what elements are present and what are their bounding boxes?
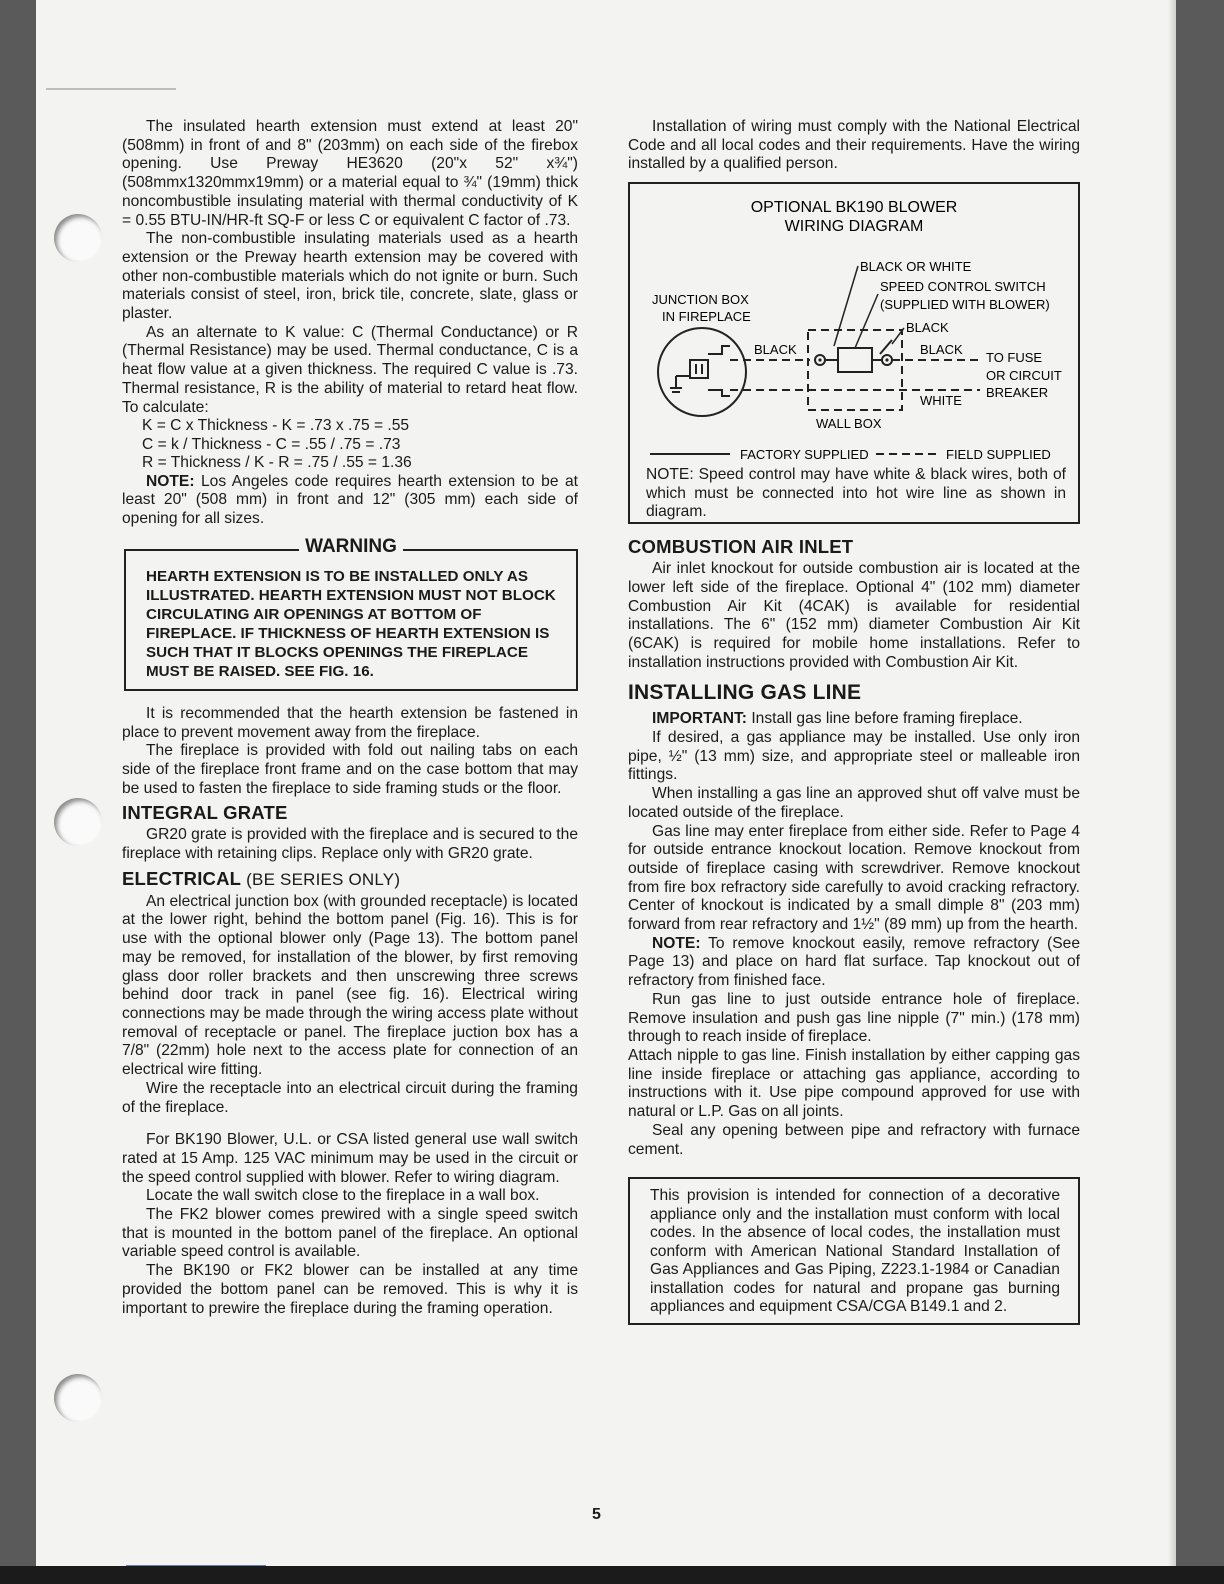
heading-combustion-air-inlet: COMBUSTION AIR INLET <box>628 536 854 558</box>
gas-paragraph-5: Attach nipple to gas line. Finish installation by either capping gas line inside fireplace or attaching gas appliance, according to instructions with it. Use pipe compound approved for use with natural or L.P. Gas on all joints. <box>628 1046 1080 1121</box>
heading-integral-grate: INTEGRAL GRATE <box>122 802 288 824</box>
important-label: IMPORTANT: <box>652 710 747 728</box>
grate-paragraph: GR20 grate is provided with the fireplace and is secured to the fireplace with retaining clips. Replace only with GR20 grate. <box>122 826 578 863</box>
warning-text: HEARTH EXTENSION IS TO BE INSTALLED ONLY AS ILLUSTRATED. HEARTH EXTENSION MUST NOT BLOCK CIRCULATING AIR OPENINGS AT BOTTOM OF FIREPLACE. IF THICKNESS OF HEARTH EXTENSION IS SUCH THAT IT BLOCKS OPENINGS THE FIREPLACE MUST BE RAISED. SEE FIG. 16. <box>146 567 556 680</box>
document-page <box>36 0 1176 1566</box>
label-black-left: BLACK <box>754 342 797 358</box>
note-text: Los Angeles code requires hearth extension to be at least 20" (508 mm) in front and 12" (305 mm) each side of opening for all sizes. <box>122 472 578 528</box>
gas-paragraph-2: When installing a gas line an approved shut off valve must be located outside of the fireplace. <box>628 785 1080 821</box>
label-black-or-white: BLACK OR WHITE <box>860 259 972 275</box>
electrical-paragraph-2: Wire the receptacle into an electrical circuit during the framing of the fireplace. <box>122 1079 578 1116</box>
los-angeles-note <box>122 473 578 529</box>
fastening-paragraph: It is recommended that the hearth extension be fastened in place to prevent movement away from the fireplace. <box>122 704 578 741</box>
warning-box <box>124 535 578 691</box>
right-column <box>628 118 1080 1325</box>
diagram-note: NOTE: Speed control may have white & black wires, both of which must be connected into hot wire line as shown in diagram. <box>646 466 1066 521</box>
switch-lever-icon <box>880 340 892 354</box>
binder-hole-top <box>54 214 102 262</box>
legend-factory-supplied: FACTORY SUPPLIED <box>740 447 869 463</box>
gas-paragraph-6: Seal any opening between pipe and refractory with furnace cement. <box>628 1121 1080 1158</box>
electrical-paragraph-6: The BK190 or FK2 blower can be installed at any time provided the bottom panel can be removed. This is why it is important to prewire the fireplace during the framing operation. <box>122 1262 578 1317</box>
gas-note-paragraph <box>628 935 1080 991</box>
spacer <box>122 1117 578 1131</box>
warning-title-wrap <box>126 535 576 558</box>
combustion-paragraph: Air inlet knockout for outside combustion air is located at the lower left side of the fireplace. Optional 4" (102 mm) diameter Combustion Air Kit (4CAK) is available for residential installations. The 6" (152 mm) diameter Combustion Air Kit (6CAK) is required for mobile home installations. Refer to installation instructions provided with Combustion Air Kit. <box>628 560 1080 671</box>
heading-electrical-sub: (BE SERIES ONLY) <box>246 869 401 889</box>
terminal-dot-icon <box>885 359 888 362</box>
label-black-right: BLACK <box>920 342 963 358</box>
gas-paragraph-1: If desired, a gas appliance may be installed. Use only iron pipe, ½" (13 mm) size, and appropriate steel or malleable iron fittings. <box>628 729 1080 784</box>
label-white: WHITE <box>920 393 962 409</box>
note-label: NOTE: <box>146 472 195 490</box>
gas-paragraph-4: Run gas line to just outside entrance hole of fireplace. Remove insulation and push gas line nipple (7" min.) (178 mm) through to reach inside of fireplace. <box>628 990 1080 1046</box>
label-black-top: BLACK <box>906 320 949 336</box>
wiring-compliance-paragraph: Installation of wiring must comply with the National Electrical Code and all local codes and their requirements. Have the wiring installed by a qualified person. <box>628 118 1080 173</box>
label-to-fuse: TO FUSE <box>986 350 1043 366</box>
binder-hole-bottom <box>54 1374 102 1422</box>
diagram-title-2: WIRING DIAGRAM <box>784 218 924 236</box>
electrical-paragraph-1: An electrical junction box (with grounded receptacle) is located at the lower right, behind the bottom panel (Fig. 16). This is for use with the optional blower only (Page 13). The bottom panel may be removed, for installation of the blower, by first removing glass door roller brackets and then unscrewing three screws behind door track in panel (see fig. 16). Electrical wiring connections may be made through the wiring access plate without removal of receptacle or panel. The fireplace juction box has a 7/8" (22mm) hole next to the access plate for connection of an electrical wire fitting. <box>122 892 578 1079</box>
important-text: Install gas line before framing fireplace. <box>747 710 1023 728</box>
label-junction-box: JUNCTION BOX <box>652 292 749 308</box>
gas-note-text: To remove knockout easily, remove refractory (See Page 13) and place on hard flat surface. Tap knockout out of refractory from finished face. <box>628 934 1080 990</box>
terminal-dot-icon <box>818 359 821 362</box>
nailing-tabs-paragraph: The fireplace is provided with fold out nailing tabs on each side of the fireplace front frame and on the case bottom that may be used to fasten the fireplace to side framing studs or the floor. <box>122 742 578 797</box>
diagram-note-wrap <box>646 466 1066 522</box>
warning-title: WARNING <box>299 536 403 557</box>
legend-field-supplied: FIELD SUPPLIED <box>946 447 1051 463</box>
provision-text: This provision is intended for connection of a decorative appliance only and the installation must conform with local codes. In the absence of local codes, the installation must conform with American National Standard Installation of Gas Appliances and Gas Piping, Z223.1-1984 or Canadian installation codes for natural and propane gas burning appliances and equipment CSA/CGA B149.1 and 2. <box>650 1187 1060 1316</box>
formula-k: K = C x Thickness - K = .73 x .75 = .55 <box>142 417 410 435</box>
important-paragraph <box>628 710 1080 729</box>
gas-note-label: NOTE: <box>652 934 701 952</box>
scan-bottom-bar <box>0 1566 1224 1584</box>
formula-r: R = Thickness / K - R = .75 / .55 = 1.36 <box>142 454 412 472</box>
provision-box <box>628 1177 1080 1325</box>
page-number: 5 <box>592 1506 601 1523</box>
hearth-extension-paragraph: The insulated hearth extension must extend at least 20" (508mm) in front of and 8" (203mm) on each side of the firebox opening. Use Preway HE3620 (20"x 52" x¾") (508mmx1320mmx19mm) or a material equal to ¾" (19mm) thick noncombustible insulating material with thermal conductivity of K = 0.55 BTU-IN/HR-ft SQ-F or less C or equivalent C factor of .73. <box>122 118 578 229</box>
wall-box-outline <box>808 330 902 410</box>
scan-edge-line <box>46 88 176 90</box>
diagram-title-1: OPTIONAL BK190 BLOWER <box>750 199 958 217</box>
electrical-paragraph-4: Locate the wall switch close to the fireplace in a wall box. <box>146 1187 540 1205</box>
heading-installing-gas-line: INSTALLING GAS LINE <box>628 681 862 705</box>
binder-hole-middle <box>54 798 102 846</box>
k-value-paragraph: As an alternate to K value: C (Thermal Conductance) or R (Thermal Resistance) may be used. Thermal conductance, C is a heat flow value at a given thickness. The required C value is .73. Thermal resistance, R is the ability of material to retard heat flow. To calculate: <box>122 323 578 416</box>
left-column <box>122 118 578 1318</box>
heading-electrical <box>122 868 578 891</box>
formula-c: C = k / Thickness - C = .55 / .75 = .73 <box>142 435 401 453</box>
label-or-circuit: OR CIRCUIT <box>986 368 1062 384</box>
electrical-paragraph-5: The FK2 blower comes prewired with a single speed switch that is mounted in the bottom panel of the fireplace. An optional variable speed control is available. <box>122 1206 578 1261</box>
factory-wire-black <box>708 346 730 354</box>
label-in-fireplace: IN FIREPLACE <box>662 309 751 325</box>
label-wall-box: WALL BOX <box>816 416 882 432</box>
label-breaker: BREAKER <box>986 385 1049 401</box>
receptacle-icon <box>690 360 708 378</box>
electrical-paragraph-3: For BK190 Blower, U.L. or CSA listed general use wall switch rated at 15 Amp. 125 VAC minimum may be used in the circuit or the speed control supplied with blower. Refer to wiring diagram. <box>122 1131 578 1186</box>
label-supplied-with-blower: (SUPPLIED WITH BLOWER) <box>880 297 1050 313</box>
page-edge-shadow <box>1168 0 1176 1566</box>
gas-paragraph-3: Gas line may enter fireplace from either side. Refer to Page 4 for outside entrance knockout location. Remove knockout from outside of fireplace casing with screwdriver. Remove knockout from fire box refractory side carefully to avoid cracking refractory. Center of knockout is indicated by a small dimple 8" (203 mm) forward from rear refractory and 1½" (89 mm) up from the hearth. <box>628 822 1080 934</box>
heading-electrical-main: ELECTRICAL <box>122 867 241 889</box>
wiring-diagram <box>630 184 1078 522</box>
factory-wire-white <box>708 390 730 396</box>
non-combustible-paragraph: The non-combustible insulating materials used as a hearth extension or the Preway hearth extension may be covered with other non-combustible materials which do not ignite or burn. Such materials consist of steel, iron, brick tile, concrete, slate, glass or plaster. <box>122 230 578 323</box>
label-speed-control-switch: SPEED CONTROL SWITCH <box>880 279 1046 295</box>
speed-control-switch <box>838 348 872 372</box>
leader-line <box>834 266 858 346</box>
wiring-diagram-box <box>628 182 1080 524</box>
leader-line <box>855 294 878 348</box>
